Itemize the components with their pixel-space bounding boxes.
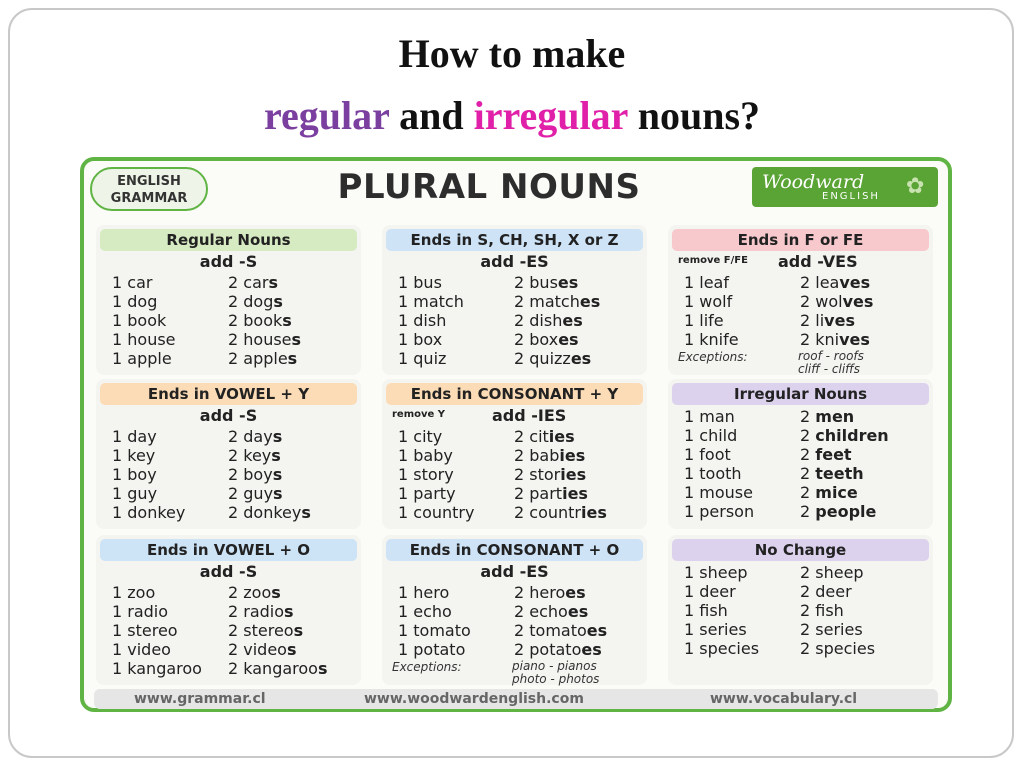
woodward-logo xyxy=(752,167,938,207)
plural-ending: es xyxy=(562,311,583,330)
plural-ending: s xyxy=(287,349,298,368)
plural-stem: 2 species xyxy=(800,639,876,658)
plural-form xyxy=(514,446,585,465)
singular-form: 1 species xyxy=(684,639,760,658)
plural-ending: es xyxy=(565,583,586,602)
singular-form: 1 book xyxy=(112,311,167,330)
rule-text: add -S xyxy=(199,252,258,271)
plural-form xyxy=(514,621,607,640)
plural-form xyxy=(228,446,281,465)
plural-form xyxy=(514,330,579,349)
noun-row xyxy=(684,426,934,445)
noun-row xyxy=(112,273,362,292)
plural-ending: s xyxy=(286,640,297,659)
plural-form xyxy=(228,659,328,678)
singular-form: 1 deer xyxy=(684,582,736,601)
plural-form xyxy=(514,640,602,659)
plural-stem: 2 tomato xyxy=(514,621,587,640)
poster-footer xyxy=(94,689,938,709)
card-regular-nouns xyxy=(96,225,361,375)
singular-form: 1 box xyxy=(398,330,443,349)
plural-stem: 2 xyxy=(800,445,816,464)
singular-form: 1 dish xyxy=(398,311,447,330)
noun-row xyxy=(112,640,362,659)
exception-item: photo - photos xyxy=(512,672,600,686)
singular-form: 1 match xyxy=(398,292,464,311)
noun-row xyxy=(112,621,362,640)
noun-row xyxy=(112,427,362,446)
noun-row xyxy=(398,621,648,640)
singular-form: 1 series xyxy=(684,620,747,639)
plural-ending: ves xyxy=(839,273,871,292)
rule-note: remove Y xyxy=(392,409,446,420)
noun-row xyxy=(684,311,934,330)
noun-row xyxy=(684,601,934,620)
rule-line xyxy=(96,562,361,582)
plural-stem: 2 xyxy=(800,502,816,521)
title-word-regular: regular xyxy=(263,93,390,138)
plural-ending: ies xyxy=(548,427,575,446)
plural-stem: 2 apple xyxy=(228,349,288,368)
singular-form: 1 wolf xyxy=(684,292,733,311)
plural-stem: 2 sheep xyxy=(800,563,864,582)
card-ends-consonant-y xyxy=(382,379,647,529)
plural-form xyxy=(800,563,864,582)
plural-stem: 2 quizz xyxy=(514,349,571,368)
logo-subtext: ENGLISH xyxy=(822,191,880,202)
noun-row xyxy=(684,582,934,601)
rule-text: add -S xyxy=(199,562,258,581)
noun-row xyxy=(112,330,362,349)
noun-row xyxy=(398,503,648,522)
exception-item: roof - roofs xyxy=(798,349,864,363)
card-heading: Regular Nouns xyxy=(100,229,357,251)
plural-form xyxy=(800,445,852,464)
footer-link-grammar: www.grammar.cl xyxy=(134,691,266,707)
singular-form: 1 hero xyxy=(398,583,450,602)
plural-form xyxy=(514,292,600,311)
singular-form: 1 leaf xyxy=(684,273,729,292)
plural-ending: es xyxy=(579,292,601,311)
badge-line1: ENGLISH xyxy=(117,174,181,189)
plural-ending: s xyxy=(284,602,294,621)
plural-ending: s xyxy=(273,484,283,503)
singular-form: 1 party xyxy=(398,484,456,503)
exceptions-label: Exceptions: xyxy=(678,350,748,364)
plural-ending: es xyxy=(570,349,592,368)
rule-text: add -VES xyxy=(778,252,858,271)
plural-stem: 2 cit xyxy=(514,427,549,446)
noun-row xyxy=(684,639,934,658)
rule-line xyxy=(382,252,647,272)
noun-row xyxy=(684,563,934,582)
plural-form xyxy=(800,464,864,483)
plural-form xyxy=(228,503,311,522)
plural-form xyxy=(514,465,586,484)
plural-stem: 2 li xyxy=(800,311,825,330)
exception-item: cliff - cliffs xyxy=(798,362,861,376)
card-ends-consonant-o xyxy=(382,535,647,685)
plural-stem: 2 video xyxy=(228,640,287,659)
plural-ending: es xyxy=(581,640,602,659)
noun-row xyxy=(684,445,934,464)
plural-form xyxy=(800,483,858,502)
singular-form: 1 child xyxy=(684,426,738,445)
plural-stem: 2 fish xyxy=(800,601,844,620)
card-heading: Ends in VOWEL + O xyxy=(100,539,357,561)
plural-ending: teeth xyxy=(815,464,864,483)
plural-form xyxy=(800,407,854,426)
plural-stem: 2 car xyxy=(228,273,269,292)
plural-stem: 2 donkey xyxy=(228,503,302,522)
card-heading: Ends in VOWEL + Y xyxy=(100,383,357,405)
plural-stem: 2 bus xyxy=(514,273,558,292)
singular-form: 1 quiz xyxy=(398,349,447,368)
noun-row xyxy=(684,273,934,292)
plural-form xyxy=(228,602,294,621)
plural-form xyxy=(228,330,301,349)
plural-form xyxy=(228,465,282,484)
card-heading: Ends in CONSONANT + Y xyxy=(386,383,643,405)
plural-form xyxy=(800,502,876,521)
plural-form xyxy=(514,311,583,330)
plural-stem: 2 kangaroo xyxy=(228,659,318,678)
plural-ending: s xyxy=(271,446,281,465)
singular-form: 1 car xyxy=(112,273,153,292)
plural-stem: 2 bab xyxy=(514,446,560,465)
singular-form: 1 man xyxy=(684,407,735,426)
footer-link-woodward: www.woodwardenglish.com xyxy=(364,691,584,707)
singular-form: 1 kangaroo xyxy=(112,659,202,678)
rule-line xyxy=(96,406,361,426)
plural-stem: 2 lea xyxy=(800,273,840,292)
rule-text: add -ES xyxy=(480,562,549,581)
plural-form xyxy=(228,273,278,292)
plural-stem: 2 boy xyxy=(228,465,273,484)
singular-form: 1 mouse xyxy=(684,483,753,502)
exception-item: piano - pianos xyxy=(512,659,597,673)
noun-row xyxy=(684,483,934,502)
singular-form: 1 foot xyxy=(684,445,731,464)
noun-row xyxy=(398,311,648,330)
plural-stem: 2 box xyxy=(514,330,559,349)
badge-line2: GRAMMAR xyxy=(110,191,188,206)
plural-form xyxy=(800,582,852,601)
singular-form: 1 house xyxy=(112,330,176,349)
singular-form: 1 city xyxy=(398,427,443,446)
plural-stem: 2 book xyxy=(228,311,283,330)
plural-form xyxy=(514,583,586,602)
plural-nouns-poster xyxy=(80,157,952,712)
plural-form xyxy=(228,292,283,311)
singular-form: 1 sheep xyxy=(684,563,748,582)
noun-row xyxy=(112,311,362,330)
plural-ending: s xyxy=(301,503,311,522)
noun-row xyxy=(398,273,648,292)
noun-row xyxy=(112,292,362,311)
noun-row xyxy=(112,465,362,484)
plural-form xyxy=(228,640,297,659)
plural-ending: ies xyxy=(559,446,586,465)
plural-ending: es xyxy=(586,621,608,640)
card-ends-vowel-y xyxy=(96,379,361,529)
card-heading: No Change xyxy=(672,539,929,561)
singular-form: 1 story xyxy=(398,465,454,484)
plural-stem: 2 part xyxy=(514,484,563,503)
rule-text: add -S xyxy=(199,406,258,425)
card-heading: Ends in CONSONANT + O xyxy=(386,539,643,561)
noun-row xyxy=(684,407,934,426)
singular-form: 1 tomato xyxy=(398,621,471,640)
plural-form xyxy=(514,427,575,446)
exceptions-list xyxy=(512,660,599,686)
plural-stem: 2 stereo xyxy=(228,621,294,640)
plural-form xyxy=(800,426,889,445)
noun-row xyxy=(684,292,934,311)
plural-stem: 2 match xyxy=(514,292,580,311)
noun-row xyxy=(398,427,648,446)
singular-form: 1 dog xyxy=(112,292,158,311)
plural-ending: ves xyxy=(842,292,874,311)
noun-row xyxy=(398,602,648,621)
noun-row xyxy=(684,330,934,349)
english-grammar-badge xyxy=(90,167,208,211)
plural-ending: s xyxy=(291,330,302,349)
exceptions-label: Exceptions: xyxy=(392,660,462,674)
plural-stem: 2 house xyxy=(228,330,292,349)
plural-ending: s xyxy=(272,465,283,484)
plural-form xyxy=(228,311,292,330)
noun-row xyxy=(684,464,934,483)
plural-stem: 2 dish xyxy=(514,311,563,330)
plural-form xyxy=(514,503,607,522)
noun-row xyxy=(398,484,648,503)
plural-stem: 2 xyxy=(800,464,816,483)
plural-form xyxy=(514,602,588,621)
plural-ending: es xyxy=(557,273,579,292)
plural-stem: 2 echo xyxy=(514,602,568,621)
rule-note: remove F/FE xyxy=(678,255,748,266)
card-ends-s-ch-sh-x-z xyxy=(382,225,647,375)
plural-form xyxy=(228,427,282,446)
noun-row xyxy=(398,349,648,368)
plural-ending: s xyxy=(317,659,328,678)
plural-stem: 2 day xyxy=(228,427,273,446)
noun-row xyxy=(112,602,362,621)
plural-ending: es xyxy=(567,602,589,621)
singular-form: 1 guy xyxy=(112,484,158,503)
plural-form xyxy=(800,273,870,292)
plural-form xyxy=(228,583,281,602)
noun-row xyxy=(112,659,362,678)
card-heading: Ends in S, CH, SH, X or Z xyxy=(386,229,643,251)
rule-line xyxy=(96,252,361,272)
plural-form xyxy=(800,620,863,639)
card-irregular-nouns xyxy=(668,379,933,529)
plural-form xyxy=(514,484,588,503)
title-word-and: and xyxy=(399,93,464,138)
plural-stem: 2 wol xyxy=(800,292,843,311)
plural-ending: feet xyxy=(815,445,852,464)
singular-form: 1 echo xyxy=(398,602,452,621)
plural-form xyxy=(514,349,591,368)
plural-ending: s xyxy=(268,273,278,292)
plural-stem: 2 radio xyxy=(228,602,285,621)
card-heading: Irregular Nouns xyxy=(672,383,929,405)
plural-form xyxy=(514,273,578,292)
noun-row xyxy=(398,330,648,349)
singular-form: 1 tooth xyxy=(684,464,742,483)
rule-line xyxy=(668,252,933,272)
singular-form: 1 boy xyxy=(112,465,157,484)
noun-row xyxy=(398,583,648,602)
singular-form: 1 bus xyxy=(398,273,442,292)
exceptions-list xyxy=(798,350,864,376)
singular-form: 1 baby xyxy=(398,446,453,465)
singular-form: 1 video xyxy=(112,640,171,659)
noun-row xyxy=(112,446,362,465)
plural-stem: 2 xyxy=(800,426,816,445)
plural-form xyxy=(228,349,297,368)
noun-row xyxy=(398,446,648,465)
plural-form xyxy=(800,292,873,311)
singular-form: 1 life xyxy=(684,311,724,330)
plural-stem: 2 key xyxy=(228,446,272,465)
plural-form xyxy=(800,639,875,658)
singular-form: 1 donkey xyxy=(112,503,186,522)
plural-stem: 2 stor xyxy=(514,465,561,484)
singular-form: 1 apple xyxy=(112,349,172,368)
plural-form xyxy=(228,484,283,503)
noun-row xyxy=(398,292,648,311)
noun-row xyxy=(684,620,934,639)
plural-form xyxy=(800,330,870,349)
card-ends-f-fe xyxy=(668,225,933,375)
noun-row xyxy=(684,502,934,521)
plural-stem: 2 xyxy=(800,407,816,426)
fern-icon: ✿ xyxy=(906,174,925,199)
plural-ending: s xyxy=(282,311,292,330)
singular-form: 1 country xyxy=(398,503,475,522)
plural-stem: 2 potato xyxy=(514,640,582,659)
card-ends-vowel-o xyxy=(96,535,361,685)
singular-form: 1 person xyxy=(684,502,755,521)
plural-ending: people xyxy=(815,502,877,521)
plural-ending: es xyxy=(558,330,579,349)
noun-row xyxy=(112,484,362,503)
title-word-irregular: irregular xyxy=(473,93,628,138)
plural-stem: 2 guy xyxy=(228,484,274,503)
plural-ending: s xyxy=(272,427,283,446)
plural-form xyxy=(800,601,844,620)
title-word-nouns: nouns? xyxy=(637,93,761,138)
poster-title: PLURAL NOUNS xyxy=(337,167,641,207)
plural-ending: men xyxy=(815,407,855,426)
singular-form: 1 radio xyxy=(112,602,169,621)
singular-form: 1 key xyxy=(112,446,156,465)
plural-form xyxy=(228,621,303,640)
plural-ending: ies xyxy=(562,484,588,503)
plural-stem: 2 hero xyxy=(514,583,566,602)
plural-form xyxy=(800,311,855,330)
plural-stem: 2 deer xyxy=(800,582,852,601)
plural-ending: s xyxy=(271,583,281,602)
noun-row xyxy=(112,583,362,602)
plural-ending: mice xyxy=(815,483,858,502)
plural-stem: 2 series xyxy=(800,620,863,639)
rule-line xyxy=(382,406,647,426)
singular-form: 1 knife xyxy=(684,330,739,349)
singular-form: 1 fish xyxy=(684,601,728,620)
plural-ending: s xyxy=(273,292,283,311)
card-heading: Ends in F or FE xyxy=(672,229,929,251)
plural-stem: 2 zoo xyxy=(228,583,272,602)
plural-ending: s xyxy=(293,621,304,640)
card-no-change xyxy=(668,535,933,685)
noun-row xyxy=(112,349,362,368)
plural-ending: ves xyxy=(839,330,870,349)
noun-row xyxy=(398,465,648,484)
plural-ending: children xyxy=(815,426,889,445)
rule-line xyxy=(382,562,647,582)
plural-ending: ies xyxy=(580,503,607,522)
footer-link-vocabulary: www.vocabulary.cl xyxy=(710,691,858,707)
singular-form: 1 potato xyxy=(398,640,466,659)
plural-stem: 2 kni xyxy=(800,330,840,349)
plural-stem: 2 dog xyxy=(228,292,274,311)
plural-stem: 2 countr xyxy=(514,503,581,522)
slide-title-line2 xyxy=(0,92,1024,139)
noun-row xyxy=(398,640,648,659)
singular-form: 1 zoo xyxy=(112,583,156,602)
rule-text: add -ES xyxy=(480,252,549,271)
rule-text: add -IES xyxy=(492,406,567,425)
logo-text: Woodward xyxy=(762,171,865,193)
plural-ending: ies xyxy=(560,465,587,484)
noun-row xyxy=(112,503,362,522)
plural-ending: ves xyxy=(824,311,855,330)
plural-stem: 2 xyxy=(800,483,816,502)
singular-form: 1 stereo xyxy=(112,621,178,640)
slide-title-line1: How to make xyxy=(398,31,626,76)
singular-form: 1 day xyxy=(112,427,157,446)
